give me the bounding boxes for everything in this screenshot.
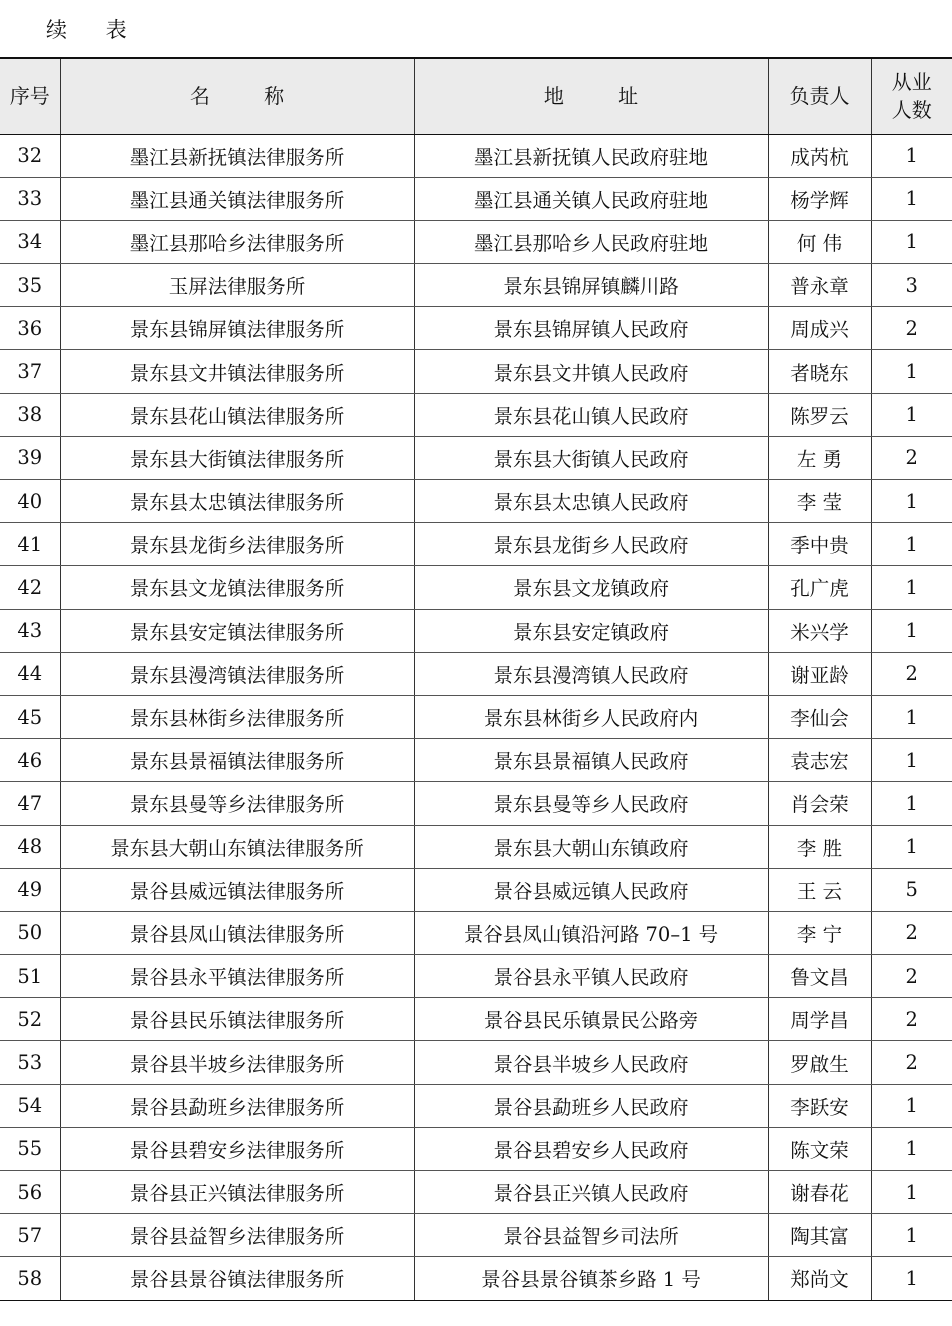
cell-name: 墨江县那哈乡法律服务所: [60, 220, 414, 263]
cell-name: 景谷县凤山镇法律服务所: [60, 911, 414, 954]
cell-address: 景谷县民乐镇景民公路旁: [414, 998, 768, 1041]
cell-name: 玉屏法律服务所: [60, 264, 414, 307]
cell-name: 景谷县永平镇法律服务所: [60, 955, 414, 998]
cell-name: 景东县龙街乡法律服务所: [60, 523, 414, 566]
cell-leader: 普永章: [768, 264, 871, 307]
cell-leader: 陈文荣: [768, 1127, 871, 1170]
cell-leader: 李 胜: [768, 825, 871, 868]
cell-staff-count: 1: [871, 523, 952, 566]
cell-serial-number: 36: [0, 307, 60, 350]
cell-leader: 李跃安: [768, 1084, 871, 1127]
table-row: [0, 609, 952, 652]
header-staff-line2: 人数: [891, 98, 932, 123]
cell-leader: 罗啟生: [768, 1041, 871, 1084]
table-row: [0, 1257, 952, 1300]
cell-name: 景东县大街镇法律服务所: [60, 436, 414, 479]
cell-address: 景东县景福镇人民政府: [414, 739, 768, 782]
cell-leader: 谢春花: [768, 1171, 871, 1214]
cell-serial-number: 57: [0, 1214, 60, 1257]
table-row: [0, 264, 952, 307]
header-serial-number: 序号: [0, 58, 60, 134]
cell-leader: 李仙会: [768, 695, 871, 738]
cell-staff-count: 1: [871, 220, 952, 263]
cell-leader: 李 莹: [768, 480, 871, 523]
cell-serial-number: 42: [0, 566, 60, 609]
cell-serial-number: 46: [0, 739, 60, 782]
cell-address: 景谷县景谷镇茶乡路 1 号: [414, 1257, 768, 1300]
cell-address: 景东县太忠镇人民政府: [414, 480, 768, 523]
cell-address: 景谷县半坡乡人民政府: [414, 1041, 768, 1084]
table-row: [0, 220, 952, 263]
cell-address: 景谷县碧安乡人民政府: [414, 1127, 768, 1170]
table-row: [0, 825, 952, 868]
cell-serial-number: 52: [0, 998, 60, 1041]
table-row: [0, 436, 952, 479]
cell-address: 景谷县凤山镇沿河路 70–1 号: [414, 911, 768, 954]
cell-leader: 周成兴: [768, 307, 871, 350]
cell-address: 景东县大朝山东镇政府: [414, 825, 768, 868]
cell-serial-number: 35: [0, 264, 60, 307]
cell-serial-number: 34: [0, 220, 60, 263]
cell-serial-number: 49: [0, 868, 60, 911]
cell-name: 景谷县正兴镇法律服务所: [60, 1171, 414, 1214]
cell-leader: 季中贵: [768, 523, 871, 566]
cell-leader: 陈罗云: [768, 393, 871, 436]
table-row: [0, 523, 952, 566]
table-row: [0, 134, 952, 177]
cell-serial-number: 53: [0, 1041, 60, 1084]
cell-name: 景谷县勐班乡法律服务所: [60, 1084, 414, 1127]
cell-serial-number: 40: [0, 480, 60, 523]
cell-leader: 左 勇: [768, 436, 871, 479]
cell-address: 墨江县新抚镇人民政府驻地: [414, 134, 768, 177]
cell-address: 景东县花山镇人民政府: [414, 393, 768, 436]
table-row: [0, 652, 952, 695]
cell-address: 景东县曼等乡人民政府: [414, 782, 768, 825]
cell-address: 景东县文龙镇政府: [414, 566, 768, 609]
cell-leader: 陶其富: [768, 1214, 871, 1257]
cell-leader: 米兴学: [768, 609, 871, 652]
cell-name: 景谷县益智乡法律服务所: [60, 1214, 414, 1257]
cell-staff-count: 1: [871, 134, 952, 177]
cell-staff-count: 2: [871, 998, 952, 1041]
cell-serial-number: 50: [0, 911, 60, 954]
cell-staff-count: 2: [871, 307, 952, 350]
table-row: [0, 350, 952, 393]
table-row: [0, 1214, 952, 1257]
cell-leader: 袁志宏: [768, 739, 871, 782]
cell-address: 景谷县正兴镇人民政府: [414, 1171, 768, 1214]
cell-address: 景谷县永平镇人民政府: [414, 955, 768, 998]
cell-address: 景东县文井镇人民政府: [414, 350, 768, 393]
cell-leader: 成芮杭: [768, 134, 871, 177]
table-row: [0, 480, 952, 523]
cell-name: 景谷县威远镇法律服务所: [60, 868, 414, 911]
cell-staff-count: 2: [871, 1041, 952, 1084]
cell-staff-count: 1: [871, 1084, 952, 1127]
cell-address: 墨江县那哈乡人民政府驻地: [414, 220, 768, 263]
cell-serial-number: 47: [0, 782, 60, 825]
cell-staff-count: 1: [871, 695, 952, 738]
table-row: [0, 955, 952, 998]
cell-leader: 孔广虎: [768, 566, 871, 609]
cell-name: 景东县曼等乡法律服务所: [60, 782, 414, 825]
cell-address: 景东县锦屏镇人民政府: [414, 307, 768, 350]
cell-leader: 王 云: [768, 868, 871, 911]
cell-staff-count: 1: [871, 566, 952, 609]
cell-address: 景东县漫湾镇人民政府: [414, 652, 768, 695]
cell-staff-count: 1: [871, 609, 952, 652]
cell-address: 景东县安定镇政府: [414, 609, 768, 652]
table-row: [0, 1127, 952, 1170]
header-row: [0, 58, 952, 134]
cell-staff-count: 2: [871, 911, 952, 954]
cell-staff-count: 1: [871, 739, 952, 782]
cell-staff-count: 2: [871, 955, 952, 998]
cell-serial-number: 41: [0, 523, 60, 566]
header-address: [414, 58, 768, 134]
cell-name: 景东县文井镇法律服务所: [60, 350, 414, 393]
cell-serial-number: 58: [0, 1257, 60, 1300]
header-staff-count: [871, 58, 952, 134]
cell-staff-count: 1: [871, 1127, 952, 1170]
cell-address: 墨江县通关镇人民政府驻地: [414, 177, 768, 220]
table-row: [0, 868, 952, 911]
cell-serial-number: 48: [0, 825, 60, 868]
cell-name: 景东县林街乡法律服务所: [60, 695, 414, 738]
table-row: [0, 1084, 952, 1127]
cell-serial-number: 55: [0, 1127, 60, 1170]
cell-staff-count: 1: [871, 177, 952, 220]
cell-address: 景东县锦屏镇麟川路: [414, 264, 768, 307]
cell-leader: 郑尚文: [768, 1257, 871, 1300]
cell-staff-count: 1: [871, 1214, 952, 1257]
cell-staff-count: 5: [871, 868, 952, 911]
cell-serial-number: 32: [0, 134, 60, 177]
cell-address: 景东县龙街乡人民政府: [414, 523, 768, 566]
cell-name: 景东县安定镇法律服务所: [60, 609, 414, 652]
table-row: [0, 739, 952, 782]
cell-staff-count: 1: [871, 1171, 952, 1214]
table-row: [0, 307, 952, 350]
cell-leader: 何 伟: [768, 220, 871, 263]
cell-name: 景东县文龙镇法律服务所: [60, 566, 414, 609]
cell-serial-number: 37: [0, 350, 60, 393]
cell-name: 景谷县碧安乡法律服务所: [60, 1127, 414, 1170]
cell-staff-count: 1: [871, 1257, 952, 1300]
cell-serial-number: 56: [0, 1171, 60, 1214]
cell-name: 景东县漫湾镇法律服务所: [60, 652, 414, 695]
header-name-label: 名 称: [189, 84, 309, 109]
cell-staff-count: 1: [871, 393, 952, 436]
cell-serial-number: 43: [0, 609, 60, 652]
cell-address: 景谷县勐班乡人民政府: [414, 1084, 768, 1127]
cell-name: 墨江县新抚镇法律服务所: [60, 134, 414, 177]
cell-serial-number: 54: [0, 1084, 60, 1127]
cell-staff-count: 1: [871, 350, 952, 393]
header-address-label: 地 址: [543, 84, 663, 109]
cell-serial-number: 51: [0, 955, 60, 998]
table-row: [0, 1041, 952, 1084]
legal-service-table: [0, 57, 952, 1301]
cell-name: 景谷县民乐镇法律服务所: [60, 998, 414, 1041]
cell-name: 墨江县通关镇法律服务所: [60, 177, 414, 220]
cell-staff-count: 2: [871, 436, 952, 479]
table-body: [0, 134, 952, 1300]
header-name: [60, 58, 414, 134]
cell-leader: 鲁文昌: [768, 955, 871, 998]
table-caption: 续 表: [46, 18, 143, 42]
cell-staff-count: 2: [871, 652, 952, 695]
cell-serial-number: 33: [0, 177, 60, 220]
cell-address: 景谷县益智乡司法所: [414, 1214, 768, 1257]
cell-serial-number: 45: [0, 695, 60, 738]
cell-name: 景东县太忠镇法律服务所: [60, 480, 414, 523]
cell-leader: 谢亚龄: [768, 652, 871, 695]
table-row: [0, 177, 952, 220]
table-row: [0, 911, 952, 954]
cell-address: 景东县林街乡人民政府内: [414, 695, 768, 738]
cell-staff-count: 3: [871, 264, 952, 307]
table-row: [0, 998, 952, 1041]
table-row: [0, 695, 952, 738]
cell-leader: 周学昌: [768, 998, 871, 1041]
header-staff-line1: 从业: [891, 70, 932, 95]
table-row: [0, 566, 952, 609]
cell-leader: 杨学辉: [768, 177, 871, 220]
cell-name: 景东县大朝山东镇法律服务所: [60, 825, 414, 868]
cell-address: 景东县大街镇人民政府: [414, 436, 768, 479]
cell-leader: 李 宁: [768, 911, 871, 954]
cell-leader: 肖会荣: [768, 782, 871, 825]
cell-leader: 者晓东: [768, 350, 871, 393]
cell-name: 景东县锦屏镇法律服务所: [60, 307, 414, 350]
header-leader: 负责人: [768, 58, 871, 134]
cell-address: 景谷县威远镇人民政府: [414, 868, 768, 911]
cell-serial-number: 44: [0, 652, 60, 695]
table-row: [0, 393, 952, 436]
cell-name: 景谷县景谷镇法律服务所: [60, 1257, 414, 1300]
cell-name: 景谷县半坡乡法律服务所: [60, 1041, 414, 1084]
cell-name: 景东县景福镇法律服务所: [60, 739, 414, 782]
table-row: [0, 1171, 952, 1214]
cell-serial-number: 38: [0, 393, 60, 436]
cell-staff-count: 1: [871, 480, 952, 523]
cell-staff-count: 1: [871, 825, 952, 868]
cell-staff-count: 1: [871, 782, 952, 825]
cell-serial-number: 39: [0, 436, 60, 479]
cell-name: 景东县花山镇法律服务所: [60, 393, 414, 436]
table-row: [0, 782, 952, 825]
